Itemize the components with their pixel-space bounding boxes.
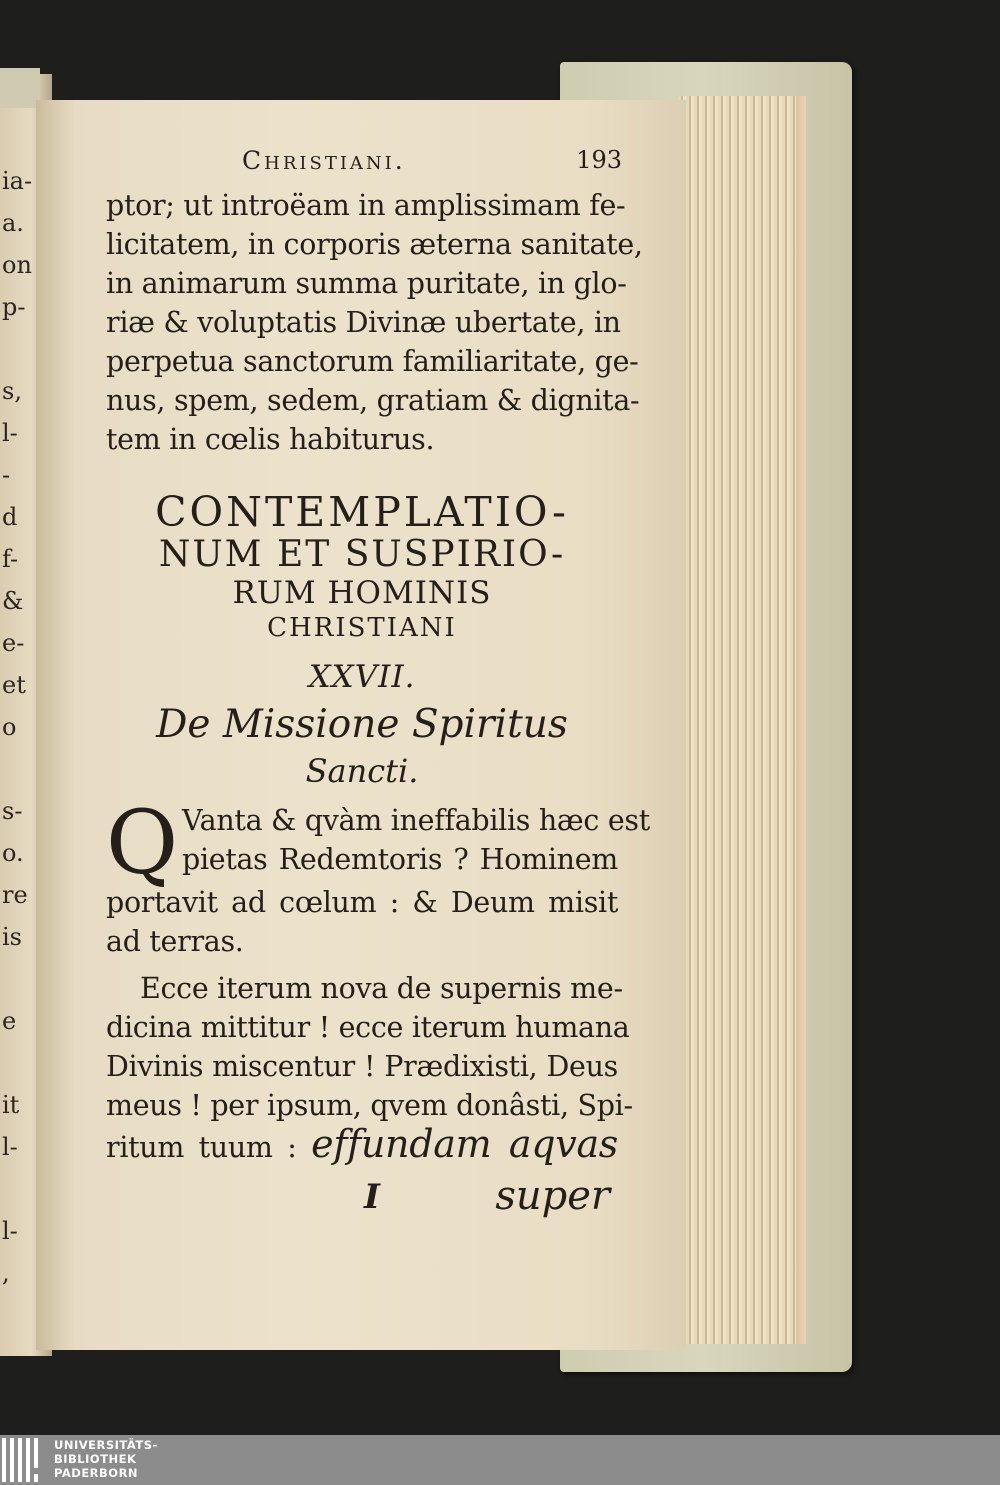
left-cover-corner — [0, 68, 40, 108]
section-heading-line-1: CONTEMPLATIO- — [155, 488, 569, 536]
left-page-fragment: ia- — [2, 167, 33, 195]
paragraph-line: Divinis miscentur ! Prædixisti, Deus — [106, 1050, 618, 1083]
page-text — [106, 142, 650, 1225]
left-page-fragment: e- — [2, 629, 25, 657]
body-line: tem in cœlis habiturus. — [106, 423, 435, 456]
paragraph-line: dicina mittitur ! ecce iterum humana — [106, 1011, 630, 1044]
section-subtitle-1: De Missione Spiritus — [156, 702, 568, 747]
left-page-fragment: s- — [2, 797, 23, 825]
left-page-fragment: it — [2, 1091, 20, 1119]
body-line: licitatem, in corporis æterna sanitate, — [106, 228, 643, 261]
body-line: ptor; ut introëam in amplissimam fe- — [106, 189, 626, 222]
left-page-fragment: f- — [2, 545, 19, 573]
running-head-title: Christiani. — [242, 146, 406, 175]
catch-line — [106, 1171, 618, 1225]
paragraph-line: portavit ad cœlum : & Deum misit — [106, 886, 618, 919]
body-line: in animarum summa puritate, in glo- — [106, 267, 627, 300]
library-footer — [0, 1435, 1000, 1485]
paragraph-line: pietas Redemtoris ? Hominem — [182, 843, 618, 876]
paragraph-1 — [106, 791, 650, 961]
left-page-fragment: & — [2, 587, 24, 615]
catchword: super — [495, 1173, 610, 1219]
body-line: perpetua sanctorum familiaritate, ge- — [106, 345, 639, 378]
left-page-fragment: o — [2, 713, 17, 741]
body-line: nus, spem, sedem, gratiam & dignita- — [106, 384, 640, 417]
left-page-fragment: a. — [2, 209, 24, 237]
left-page-fragment: d — [2, 503, 18, 531]
left-page-fragment: re — [2, 881, 28, 909]
left-page-fragment — [0, 958, 40, 1000]
page-number: 193 — [576, 146, 622, 174]
left-page-fragment: et — [2, 671, 26, 699]
body-line: riæ & voluptatis Divinæ ubertate, in — [106, 306, 621, 339]
left-page-fragment: , — [2, 1259, 10, 1287]
section-heading-line-3: RUM HOMINIS — [232, 575, 492, 611]
left-page-fragment: o. — [2, 839, 24, 867]
paragraph-line: Vanta & qvàm ineffabilis hæc est — [182, 804, 650, 837]
left-page-fragment: - — [2, 461, 11, 489]
section-subtitle-2: Sancti. — [305, 752, 419, 790]
left-page-fragment: l- — [2, 1133, 18, 1161]
paragraph-line-last — [106, 1122, 619, 1167]
library-name-line-3: PADERBORN — [54, 1466, 139, 1480]
left-page-fragment — [0, 1042, 40, 1084]
library-name-line-1: UNIVERSITÄTS- — [54, 1438, 158, 1452]
section-number: XXVII. — [308, 659, 416, 695]
library-name-line-2: BIBLIOTHEK — [54, 1452, 137, 1466]
left-page-fragment: p- — [2, 293, 26, 321]
section-heading-line-2: NUM ET SUSPIRIO- — [158, 534, 566, 575]
body-text-block — [106, 186, 643, 459]
plain-text: ritum tuum : — [106, 1131, 312, 1164]
right-page — [36, 100, 686, 1350]
page-fore-edge — [678, 96, 806, 1344]
library-name — [54, 1438, 158, 1480]
left-page-fragment — [0, 1168, 40, 1210]
section-heading-line-4: CHRISTIANI — [267, 613, 457, 643]
library-logo-icon — [2, 1438, 48, 1482]
drop-cap: Q — [106, 791, 179, 894]
running-head — [106, 142, 622, 186]
left-page-fragment — [0, 748, 40, 790]
left-page-fragment: is — [2, 923, 22, 951]
left-page-text-fragments — [0, 160, 40, 1310]
paragraph-line: ad terras. — [106, 925, 244, 958]
paragraph-2 — [106, 969, 633, 1167]
left-page-fragment: s, — [2, 377, 22, 405]
italic-text: effundam aqvas — [311, 1122, 619, 1166]
left-page-fragment: l- — [2, 1217, 18, 1245]
paragraph-line: Ecce iterum nova de supernis me- — [140, 972, 623, 1005]
signature-mark: I — [364, 1177, 380, 1217]
left-page-fragment: e — [2, 1007, 17, 1035]
left-page-fragment: l- — [2, 419, 18, 447]
left-page-fragment — [0, 328, 40, 370]
left-page-fragment: on — [2, 251, 32, 279]
paragraph-line: meus ! per ipsum, qvem donâsti, Spi- — [106, 1089, 633, 1122]
